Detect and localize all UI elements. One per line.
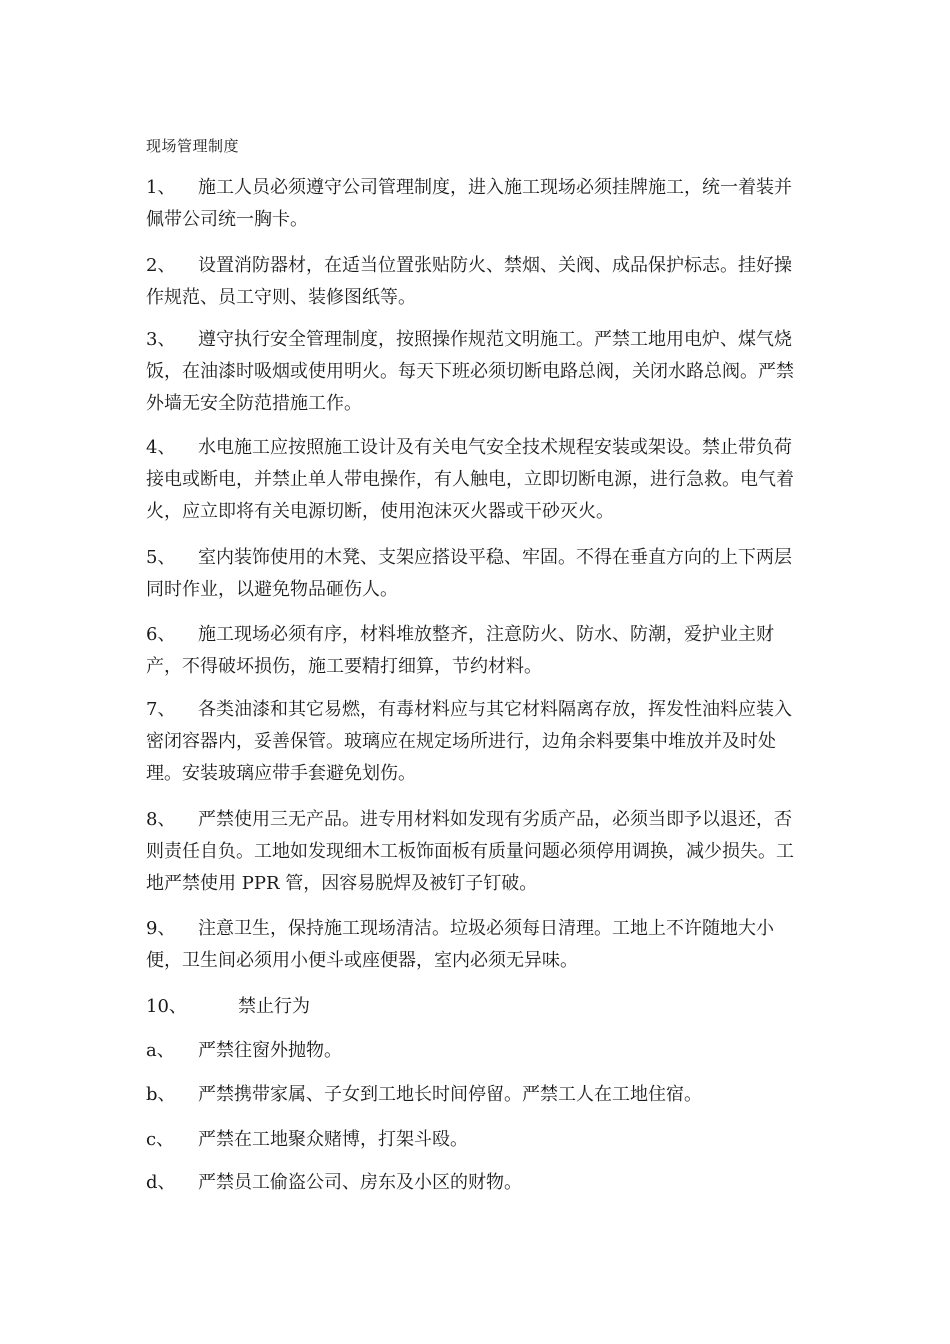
rule-item-8 [146,804,808,900]
item-number: 10、 [146,996,187,1017]
item-text: 注意卫生，保持施工现场清洁。垃圾必须每日清理。工地上不许随地大小便，卫生间必须用小便斗或座便器，室内必须无异味。 [146,918,774,971]
rule-item-4 [146,432,808,528]
item-number: a、 [146,1040,175,1061]
item-number: 2、 [146,255,176,276]
item-text: 水电施工应按照施工设计及有关电气安全技术规程安装或架设。禁止带负荷接电或断电，并禁止单人带电操作，有人触电，立即切断电源，进行急救。电气着火，应立即将有关电源切断，使用泡沫灭火器或干砂灭火。 [146,437,794,522]
item-text: 施工现场必须有序，材料堆放整齐，注意防火、防水、防潮，爱护业主财产，不得破坏损伤，施工要精打细算，节约材料。 [146,624,774,677]
rule-item-10 [146,991,808,1023]
item-number: 6、 [146,624,176,645]
item-number: 3、 [146,329,176,350]
rule-item-1 [146,172,808,236]
rule-item-3 [146,324,808,420]
item-text: 施工人员必须遵守公司管理制度，进入施工现场必须挂牌施工，统一着装并佩带公司统一胸卡。 [146,177,792,230]
item-number: 1、 [146,177,176,198]
rule-item-2 [146,250,808,314]
item-text: 遵守执行安全管理制度，按照操作规范文明施工。严禁工地用电炉、煤气烧饭，在油漆时吸烟或使用明火。每天下班必须切断电路总阀，关闭水路总阀。严禁外墙无安全防范措施工作。 [146,329,794,414]
rule-item-7 [146,694,808,790]
sub-item-a [146,1035,808,1067]
item-number: 5、 [146,547,176,568]
document-title: 现场管理制度 [146,137,240,155]
rule-item-5 [146,542,808,606]
sub-item-c [146,1124,808,1156]
item-number: d、 [146,1172,176,1193]
item-text: 室内装饰使用的木凳、支架应搭设平稳、牢固。不得在垂直方向的上下两层同时作业，以避免物品砸伤人。 [146,547,792,600]
item-text: 严禁携带家属、子女到工地长时间停留。严禁工人在工地住宿。 [198,1084,702,1105]
item-text: 设置消防器材，在适当位置张贴防火、禁烟、关阀、成品保护标志。挂好操作规范、员工守则、装修图纸等。 [146,255,792,308]
rule-item-9 [146,913,808,977]
item-number: 7、 [146,699,176,720]
item-text: 禁止行为 [238,996,310,1017]
item-text: 严禁在工地聚众赌博，打架斗殴。 [198,1129,468,1150]
item-number: c、 [146,1129,175,1150]
item-number: 9、 [146,918,176,939]
rule-item-6 [146,619,808,683]
sub-item-d [146,1167,808,1199]
item-number: b、 [146,1084,176,1105]
item-text: 严禁员工偷盗公司、房东及小区的财物。 [198,1172,522,1193]
item-text: 各类油漆和其它易燃，有毒材料应与其它材料隔离存放，挥发性油料应装入密闭容器内，妥善保管。玻璃应在规定场所进行，边角余料要集中堆放并及时处理。安装玻璃应带手套避免划伤。 [146,699,792,784]
item-number: 4、 [146,437,176,458]
item-text: 严禁往窗外抛物。 [198,1040,342,1061]
item-number: 8、 [146,809,176,830]
item-text: 严禁使用三无产品。进专用材料如发现有劣质产品，必须当即予以退还，否则责任自负。工地如发现细木工板饰面板有质量问题必须停用调换，减少损失。工地严禁使用 PPR 管，因容易脱焊及被钉子钉破。 [146,809,794,894]
sub-item-b [146,1079,808,1111]
